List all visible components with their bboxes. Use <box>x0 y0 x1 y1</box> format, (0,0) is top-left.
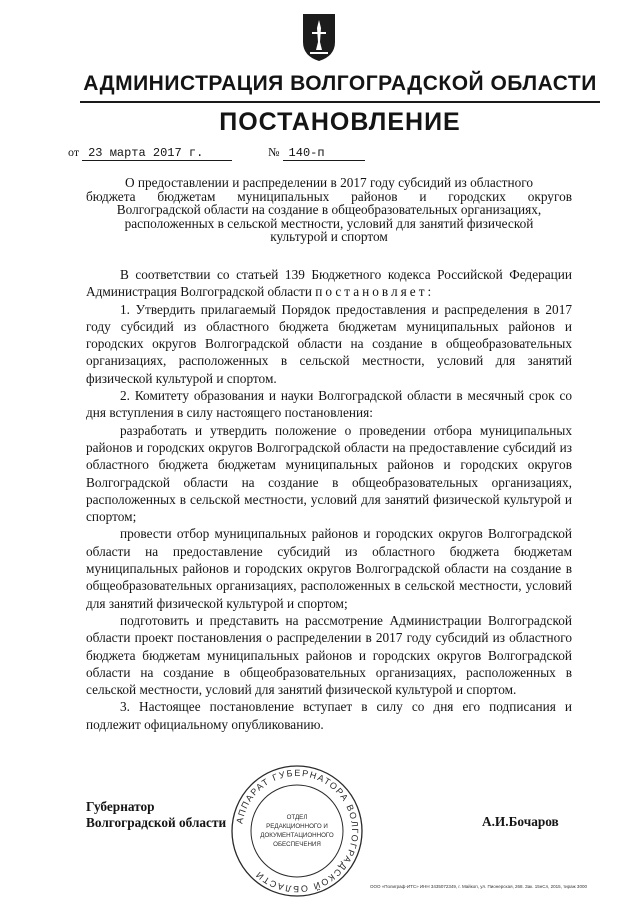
signatory-name: А.И.Бочаров <box>482 814 559 829</box>
seal-inner-line: ОТДЕЛ <box>286 814 308 821</box>
document-subject <box>86 176 572 244</box>
preamble-verb: постановляет: <box>315 284 435 300</box>
seal-inner-line: ДОКУМЕНТАЦИОННОГО <box>260 832 334 839</box>
document-type: ПОСТАНОВЛЕНИЕ <box>219 108 461 136</box>
item-2-subpoint-prepare: подготовить и представить на рассмотрение Администрации Волгоградской области проект постановления о распределении в 2017 году субсидий из областного бюджета бюджетам муниципальных районов и городских округов Волгоградской области на создание в общеобразовательных организациях, расположенных в сельской местности, условий для занятий физической культурой и спортом. <box>86 612 572 698</box>
volgograd-coat-of-arms-icon <box>300 12 338 62</box>
preamble-text: В соответствии со статьей 139 Бюджетного кодекса Российской Федерации Администрация Волгоградской области <box>86 267 572 300</box>
signatory-region: Волгоградской области <box>86 815 227 830</box>
seal-outer-text: АППАРАТ ГУБЕРНАТОРА ВОЛГОГРАДСКОЙ ОБЛАСТИ <box>234 767 361 895</box>
registration-line <box>68 145 365 161</box>
subject-line: Волгоградской области на создание в общеобразовательных организациях, <box>116 202 542 218</box>
header-divider <box>80 101 600 103</box>
item-2-subpoint-develop: разработать и утвердить положение о проведении отбора муниципальных районов и городских округов Волгоградской области на предоставление субсидий из областного бюджета бюджетам муниципальных районов и городских округов Волгоградской области на создание в общеобразовательных организациях, расположенных в сельской местности, условий для занятий физической культурой и спортом; <box>86 422 572 525</box>
subject-line: О предоставлении и распределении в 2017 году субсидий из областного <box>124 175 534 190</box>
subject-line: культурой и спортом <box>270 229 388 245</box>
seal-inner-line: РЕДАКЦИОННОГО И <box>266 823 328 830</box>
date-from-label: от <box>68 145 80 159</box>
signatory-title: Губернатор <box>86 799 155 814</box>
document-body <box>86 266 572 733</box>
organization-title: АДМИНИСТРАЦИЯ ВОЛГОГРАДСКОЙ ОБЛАСТИ <box>83 72 597 95</box>
subject-line: бюджета бюджетам муниципальных районов и городских округов <box>86 188 572 204</box>
item-2-subpoint-selection: провести отбор муниципальных районов и городских округов Волгоградской области на предоставление субсидий из областного бюджета бюджетам муниципальных районов и городских округов Волгоградской области на создание в общеобразовательных организациях, расположенных в сельской местности, условий для занятий физической культурой и спортом; <box>86 526 572 611</box>
printer-imprint: ООО «Полиграф-ИТС» ИНН 3435072349, г. Майкоп, ул. Пионерская, 268. Зак. 15нСл, 2015, тираж 3000 <box>370 884 587 889</box>
seal-inner-line: ОБЕСПЕЧЕНИЯ <box>273 841 321 848</box>
item-1-paragraph: 1. Утвердить прилагаемый Порядок предоставления и распределения в 2017 году субсидий из областного бюджета бюджетам муниципальных районов и городских округов Волгоградской области на создание в общеобразовательных организациях, расположенных в сельской местности, условий для занятий физической культурой и спортом. <box>86 301 572 386</box>
preamble-paragraph <box>86 266 572 301</box>
document-number: 140-п <box>283 146 365 161</box>
svg-text:АППАРАТ ГУБЕРНАТОРА ВОЛГОГРАДС <box>234 768 360 894</box>
office-seal-stamp <box>229 763 365 899</box>
item-2-paragraph: 2. Комитету образования и науки Волгоградской области в месячный срок со дня вступления в силу настоящего постановления: <box>86 388 572 421</box>
number-label: № <box>268 145 280 159</box>
item-3-paragraph: 3. Настоящее постановление вступает в силу со дня его подписания и подлежит официальному опубликованию. <box>86 699 572 732</box>
signatory-position <box>86 799 226 831</box>
document-date: 23 марта 2017 г. <box>82 146 232 161</box>
subject-line: расположенных в сельской местности, условий для занятий физической <box>124 215 534 231</box>
